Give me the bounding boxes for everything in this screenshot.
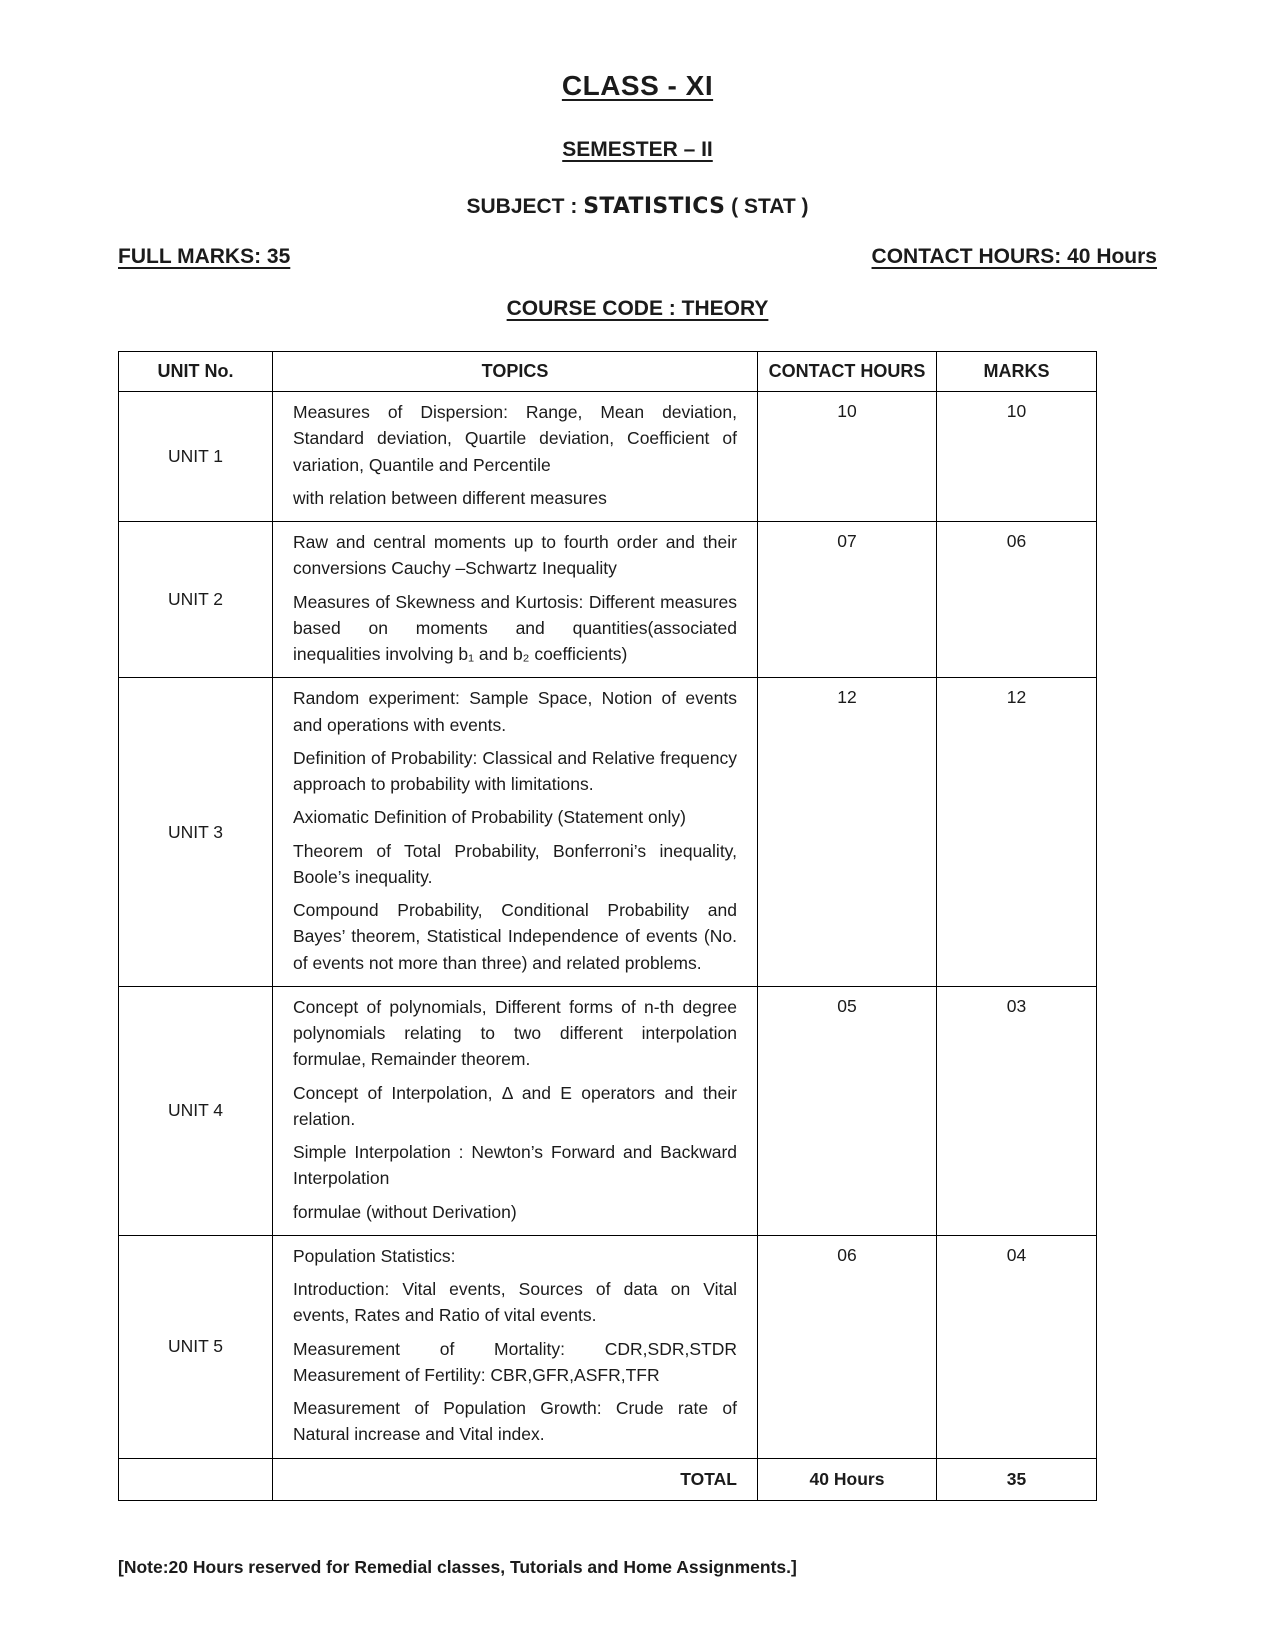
unit-cell: UNIT 2 — [119, 522, 273, 678]
subject-label: SUBJECT : — [466, 195, 578, 218]
topic-paragraph: Concept of polynomials, Different forms of n-th degree polynomials relating to two different interpolation formulae, Remainder theorem. — [293, 996, 737, 1070]
topic-paragraph: Measures of Dispersion: Range, Mean deviation, Standard deviation, Quartile deviation, Coefficient of variation, Quantile and Percentile — [293, 402, 737, 475]
contact-hours-cell: 10 — [758, 392, 937, 522]
col-header-marks: MARKS — [937, 352, 1097, 392]
table-row-unit4 — [119, 986, 1097, 1235]
topic-paragraph: Compound Probability, Conditional Probability and Bayes’ theorem, Statistical Independence of events (No. of events not more than three) and related problems. — [293, 900, 737, 973]
semester-heading — [118, 138, 1157, 162]
topics-cell — [273, 986, 758, 1235]
topic-paragraph: Theorem of Total Probability, Bonferroni’s inequality, Boole’s inequality. — [293, 840, 737, 887]
semester-text: SEMESTER – II — [562, 138, 713, 161]
total-marks: 35 — [937, 1458, 1097, 1500]
topic-paragraph: Random experiment: Sample Space, Notion of events and operations with events. — [293, 688, 737, 735]
marks-cell: 03 — [937, 986, 1097, 1235]
table-row-unit2 — [119, 522, 1097, 678]
footer-note: [Note:20 Hours reserved for Remedial classes, Tutorials and Home Assignments.] — [118, 1556, 797, 1577]
subject-name: STATISTICS — [583, 194, 726, 219]
unit-cell: UNIT 1 — [119, 392, 273, 522]
topics-cell — [273, 392, 758, 522]
topic-paragraph: formulae (without Derivation) — [293, 1201, 517, 1222]
page-title — [118, 70, 1157, 102]
topic-paragraph: Population Statistics: — [293, 1245, 456, 1266]
topic-paragraph: Axiomatic Definition of Probability (Statement only) — [293, 807, 686, 828]
topic-paragraph: Definition of Probability: Classical and Relative frequency approach to probability with limitations. — [293, 747, 737, 794]
topic-paragraph: Raw and central moments up to fourth order and their conversions Cauchy –Schwartz Inequality — [293, 532, 737, 579]
col-header-topics: TOPICS — [273, 352, 758, 392]
contact-hours-cell: 12 — [758, 678, 937, 987]
contact-hours-cell: 07 — [758, 522, 937, 678]
col-header-contact-hours: CONTACT HOURS — [758, 352, 937, 392]
marks-cell: 12 — [937, 678, 1097, 987]
course-code-heading — [118, 297, 1157, 321]
marks-cell: 04 — [937, 1235, 1097, 1458]
topic-paragraph: Measures of Skewness and Kurtosis: Different measures based on moments and quantities(associated inequalities involving b₁ and b₂ coefficients) — [293, 591, 737, 664]
total-label: TOTAL — [273, 1458, 758, 1500]
col-header-unit-no: UNIT No. — [119, 352, 273, 392]
topics-cell — [273, 522, 758, 678]
marks-cell: 06 — [937, 522, 1097, 678]
table-header-row — [119, 352, 1097, 392]
full-marks-label: FULL MARKS: 35 — [118, 245, 291, 268]
subject-code: ( STAT ) — [731, 195, 809, 218]
total-empty-cell — [119, 1458, 273, 1500]
contact-hours-cell: 05 — [758, 986, 937, 1235]
marks-cell: 10 — [937, 392, 1097, 522]
marks-hours-row — [118, 245, 1157, 269]
table-total-row — [119, 1458, 1097, 1500]
topic-paragraph: Simple Interpolation : Newton’s Forward and Backward Interpolation — [293, 1142, 737, 1189]
unit-cell: UNIT 5 — [119, 1235, 273, 1458]
topic-paragraph: with relation between different measures — [293, 487, 607, 508]
topics-cell — [273, 678, 758, 987]
topic-paragraph: Concept of Interpolation, Δ and E operators and their relation. — [293, 1082, 737, 1129]
unit-cell: UNIT 4 — [119, 986, 273, 1235]
table-row-unit1 — [119, 392, 1097, 522]
table-row-unit5 — [119, 1235, 1097, 1458]
page-title-text: CLASS - XI — [561, 70, 714, 101]
unit-cell: UNIT 3 — [119, 678, 273, 987]
contact-hours-label: CONTACT HOURS: 40 Hours — [871, 245, 1157, 268]
topic-paragraph: Introduction: Vital events, Sources of data on Vital events, Rates and Ratio of vital events. — [293, 1279, 737, 1326]
total-contact-hours: 40 Hours — [758, 1458, 937, 1500]
subject-heading — [118, 194, 1157, 219]
syllabus-table — [118, 351, 1097, 1501]
contact-hours-cell: 06 — [758, 1235, 937, 1458]
course-code-text: COURSE CODE : THEORY — [506, 297, 769, 320]
table-row-unit3 — [119, 678, 1097, 987]
topic-paragraph: Measurement of Population Growth: Crude rate of Natural increase and Vital index. — [293, 1398, 737, 1445]
topic-paragraph: Measurement of Mortality: CDR,SDR,STDR Measurement of Fertility: CBR,GFR,ASFR,TFR — [293, 1338, 737, 1385]
topics-cell — [273, 1235, 758, 1458]
